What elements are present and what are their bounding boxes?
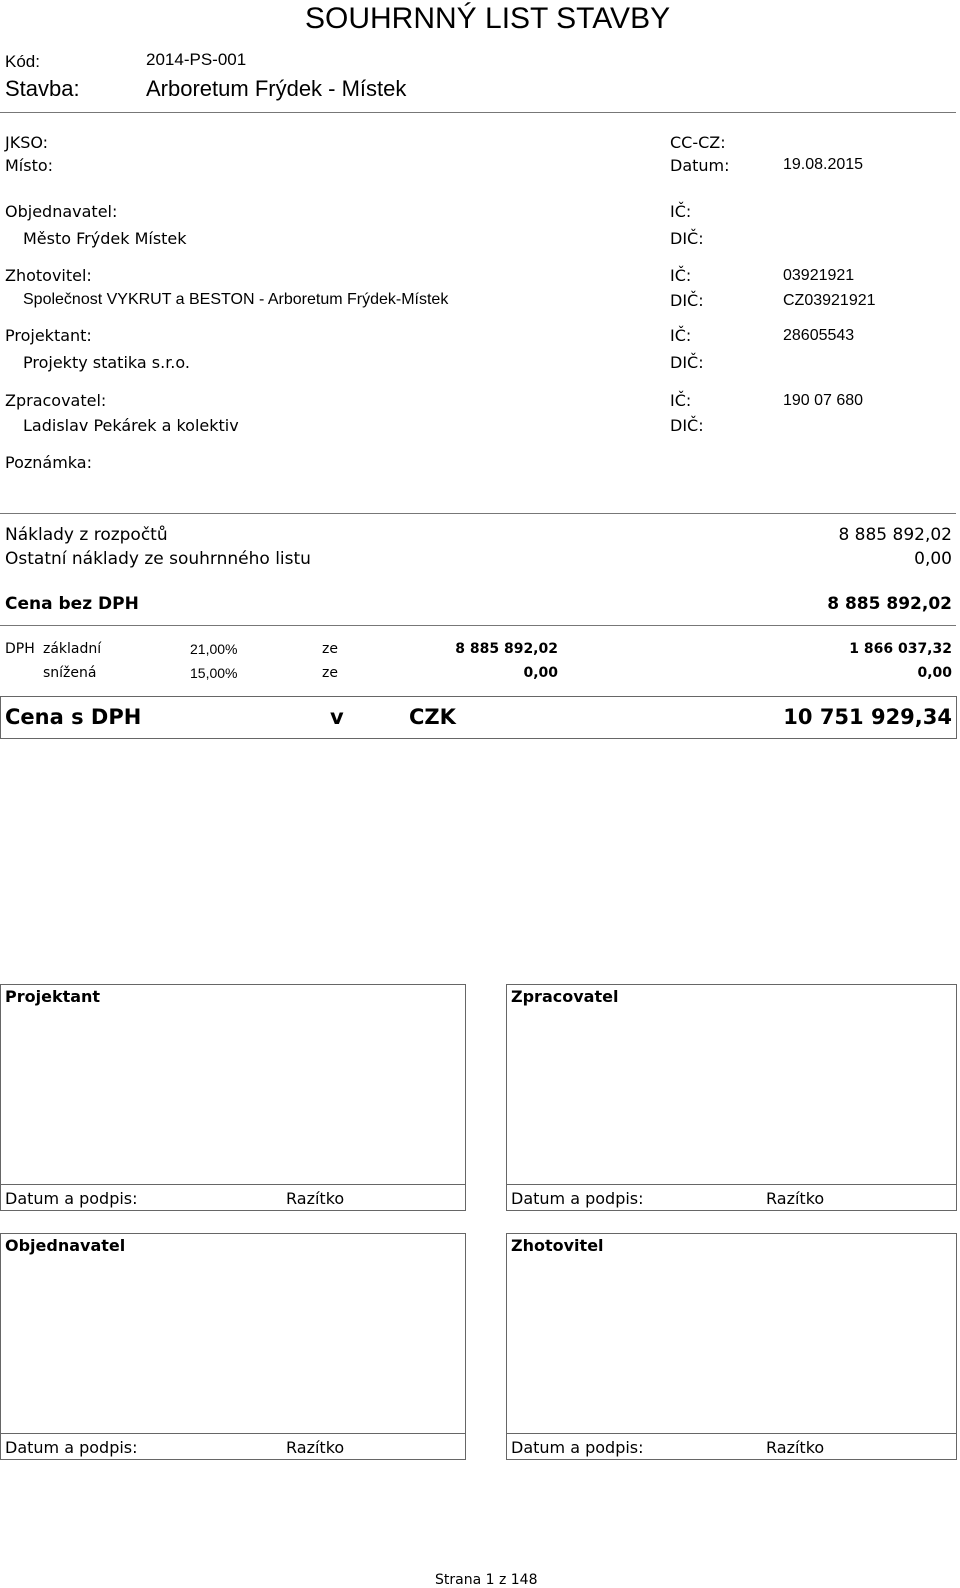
- projektant-razitko-label: Razítko: [286, 1189, 345, 1208]
- zpracovatel-datum-label: Datum a podpis:: [511, 1189, 644, 1208]
- objednavatel-ic-label: IČ:: [670, 202, 692, 221]
- dph-label: DPH: [5, 641, 35, 657]
- dph-row-tax: 1 866 037,32: [849, 641, 952, 657]
- ostatni-value: 0,00: [914, 549, 952, 569]
- dph-row-tax: 0,00: [917, 665, 952, 681]
- dph-row-ze: ze: [322, 665, 338, 681]
- zpracovatel-razitko-label: Razítko: [766, 1189, 825, 1208]
- poznamka-label: Poznámka:: [5, 453, 92, 472]
- total-label: Cena s DPH: [5, 705, 142, 729]
- zhotovitel-ic-value: 03921921: [783, 267, 855, 284]
- zhotovitel-dic-value: CZ03921921: [783, 292, 876, 309]
- kod-value: 2014-PS-001: [146, 50, 247, 69]
- zhotovitel-name: Společnost VYKRUT a BESTON - Arboretum Frýdek-Místek: [23, 291, 449, 308]
- header-divider: [0, 112, 956, 113]
- zpracovatel-dic-label: DIČ:: [670, 416, 704, 435]
- zpracovatel-signature-title: Zpracovatel: [511, 987, 619, 1006]
- projektant-label: Projektant:: [5, 326, 92, 345]
- stavba-label: Stavba:: [5, 76, 80, 101]
- dph-row-rate: 21,00%: [190, 641, 238, 657]
- dph-divider: [0, 625, 956, 626]
- zhotovitel-signature-title: Zhotovitel: [511, 1236, 604, 1255]
- stavba-value: Arboretum Frýdek - Místek: [146, 76, 407, 101]
- zhotovitel-ic-label: IČ:: [670, 266, 692, 285]
- costs-divider: [0, 513, 956, 514]
- misto-label: Místo:: [5, 156, 54, 175]
- zpracovatel-ic-label: IČ:: [670, 391, 692, 410]
- dph-row-base: 8 885 892,02: [455, 641, 558, 657]
- jkso-label: JKSO:: [5, 133, 49, 152]
- zhotovitel-datum-label: Datum a podpis:: [511, 1438, 644, 1457]
- cccz-label: CC-CZ:: [670, 133, 726, 152]
- ostatni-label: Ostatní náklady ze souhrnného listu: [5, 549, 311, 569]
- zhotovitel-signature-box: [506, 1233, 957, 1460]
- projektant-signature-title: Projektant: [5, 987, 101, 1006]
- datum-label: Datum:: [670, 156, 730, 175]
- zpracovatel-signature-box: [506, 984, 957, 1211]
- projektant-signature-box: [0, 984, 466, 1211]
- dph-row-rate: 15,00%: [190, 665, 238, 681]
- total-value: 10 751 929,34: [783, 705, 952, 729]
- objednavatel-signature-title: Objednavatel: [5, 1236, 126, 1255]
- page-title: SOUHRNNÝ LIST STAVBY: [305, 2, 671, 35]
- dph-row-base: 0,00: [523, 665, 558, 681]
- zpracovatel-label: Zpracovatel:: [5, 391, 107, 410]
- projektant-ic-value: 28605543: [783, 327, 855, 344]
- objednavatel-datum-label: Datum a podpis:: [5, 1438, 138, 1457]
- zhotovitel-label: Zhotovitel:: [5, 266, 92, 285]
- naklady-value: 8 885 892,02: [838, 525, 952, 545]
- projektant-datum-label: Datum a podpis:: [5, 1189, 138, 1208]
- zpracovatel-name: Ladislav Pekárek a kolektiv: [23, 416, 239, 435]
- datum-value: 19.08.2015: [783, 156, 864, 173]
- page-number: Strana 1 z 148: [435, 1572, 538, 1588]
- projektant-name: Projekty statika s.r.o.: [23, 353, 190, 372]
- objednavatel-dic-label: DIČ:: [670, 229, 704, 248]
- objednavatel-razitko-label: Razítko: [286, 1438, 345, 1457]
- dph-row-ze: ze: [322, 641, 338, 657]
- zhotovitel-dic-label: DIČ:: [670, 291, 704, 310]
- kod-label: Kód:: [5, 52, 40, 71]
- objednavatel-signature-box: [0, 1233, 466, 1460]
- objednavatel-name: Město Frýdek Místek: [23, 229, 187, 248]
- objednavatel-label: Objednavatel:: [5, 202, 118, 221]
- projektant-dic-label: DIČ:: [670, 353, 704, 372]
- zpracovatel-ic-value: 190 07 680: [783, 392, 864, 409]
- total-currency: CZK: [409, 705, 456, 729]
- dph-row-name: snížená: [43, 665, 97, 681]
- zhotovitel-razitko-label: Razítko: [766, 1438, 825, 1457]
- naklady-label: Náklady z rozpočtů: [5, 525, 168, 545]
- cena-bez-dph-value: 8 885 892,02: [827, 594, 952, 614]
- dph-row-name: základní: [43, 641, 102, 657]
- cena-bez-dph-label: Cena bez DPH: [5, 594, 139, 614]
- projektant-ic-label: IČ:: [670, 326, 692, 345]
- total-v: v: [330, 705, 344, 729]
